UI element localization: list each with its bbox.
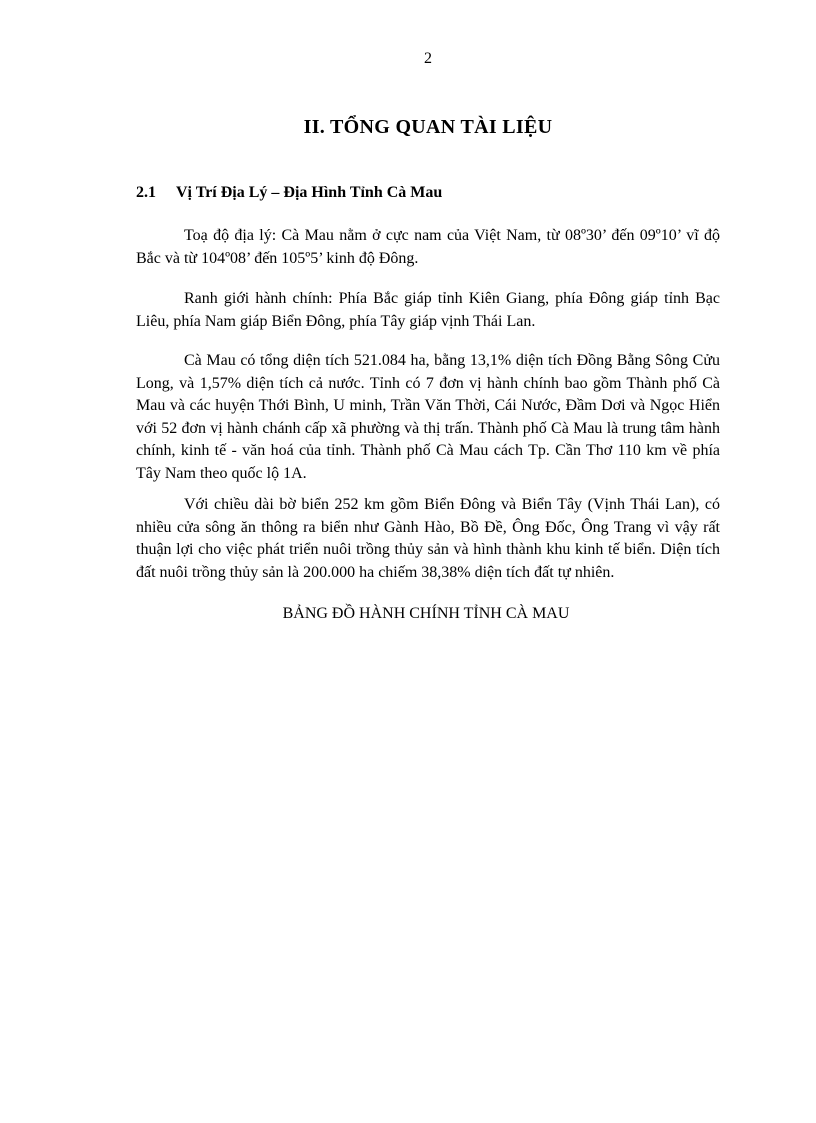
chapter-title: II. TỔNG QUAN TÀI LIỆU xyxy=(303,116,553,138)
section-heading xyxy=(136,184,442,202)
paragraph-area-administration xyxy=(136,350,720,485)
map-caption: BẢNG ĐỒ HÀNH CHÍNH TỈNH CÀ MAU xyxy=(282,605,570,622)
paragraph-coordinates xyxy=(136,225,720,270)
paragraph-text: Toạ độ địa lý: Cà Mau nằm ở cực nam của Việt Nam, từ 08º30’ đến 09º10’ vĩ độ Bắc và từ 104º08’ đến 105º5’ kinh độ Đông. xyxy=(136,227,720,267)
paragraph-text: Với chiều dài bờ biển 252 km gồm Biển Đông và Biển Tây (Vịnh Thái Lan), có nhiều cửa sông ăn thông ra biển như Gành Hào, Bồ Đề, Ông Đốc, Ông Trang vì vậy rất thuận lợi cho việc phát triển nuôi trồng thủy sản và hình thành khu kinh tế biển. Diện tích đất nuôi trồng thủy sản là 200.000 ha chiếm 38,38% diện tích đất tự nhiên. xyxy=(136,496,720,581)
section-title: Vị Trí Địa Lý – Địa Hình Tỉnh Cà Mau xyxy=(176,184,443,201)
paragraph-coastline xyxy=(136,494,720,584)
page-number: 2 xyxy=(424,50,432,67)
paragraph-boundaries xyxy=(136,288,720,333)
section-number: 2.1 xyxy=(136,184,156,201)
paragraph-text: Ranh giới hành chính: Phía Bắc giáp tỉnh Kiên Giang, phía Đông giáp tỉnh Bạc Liêu, phía Nam giáp Biển Đông, phía Tây giáp vịnh Thái Lan. xyxy=(136,290,720,330)
paragraph-text: Cà Mau có tổng diện tích 521.084 ha, bằng 13,1% diện tích Đồng Bằng Sông Cửu Long, và 1,57% diện tích cả nước. Tỉnh có 7 đơn vị hành chính bao gồm Thành phố Cà Mau và các huyện Thới Bình, U minh, Trần Văn Thời, Cái Nước, Đầm Dơi và Ngọc Hiển với 52 đơn vị hành chánh cấp xã phường và thị trấn. Thành phố Cà Mau là trung tâm hành chính, kinh tế - văn hoá của tỉnh. Thành phố Cà Mau cách Tp. Cần Thơ 110 km về phía Tây Nam theo quốc lộ 1A. xyxy=(136,352,720,482)
